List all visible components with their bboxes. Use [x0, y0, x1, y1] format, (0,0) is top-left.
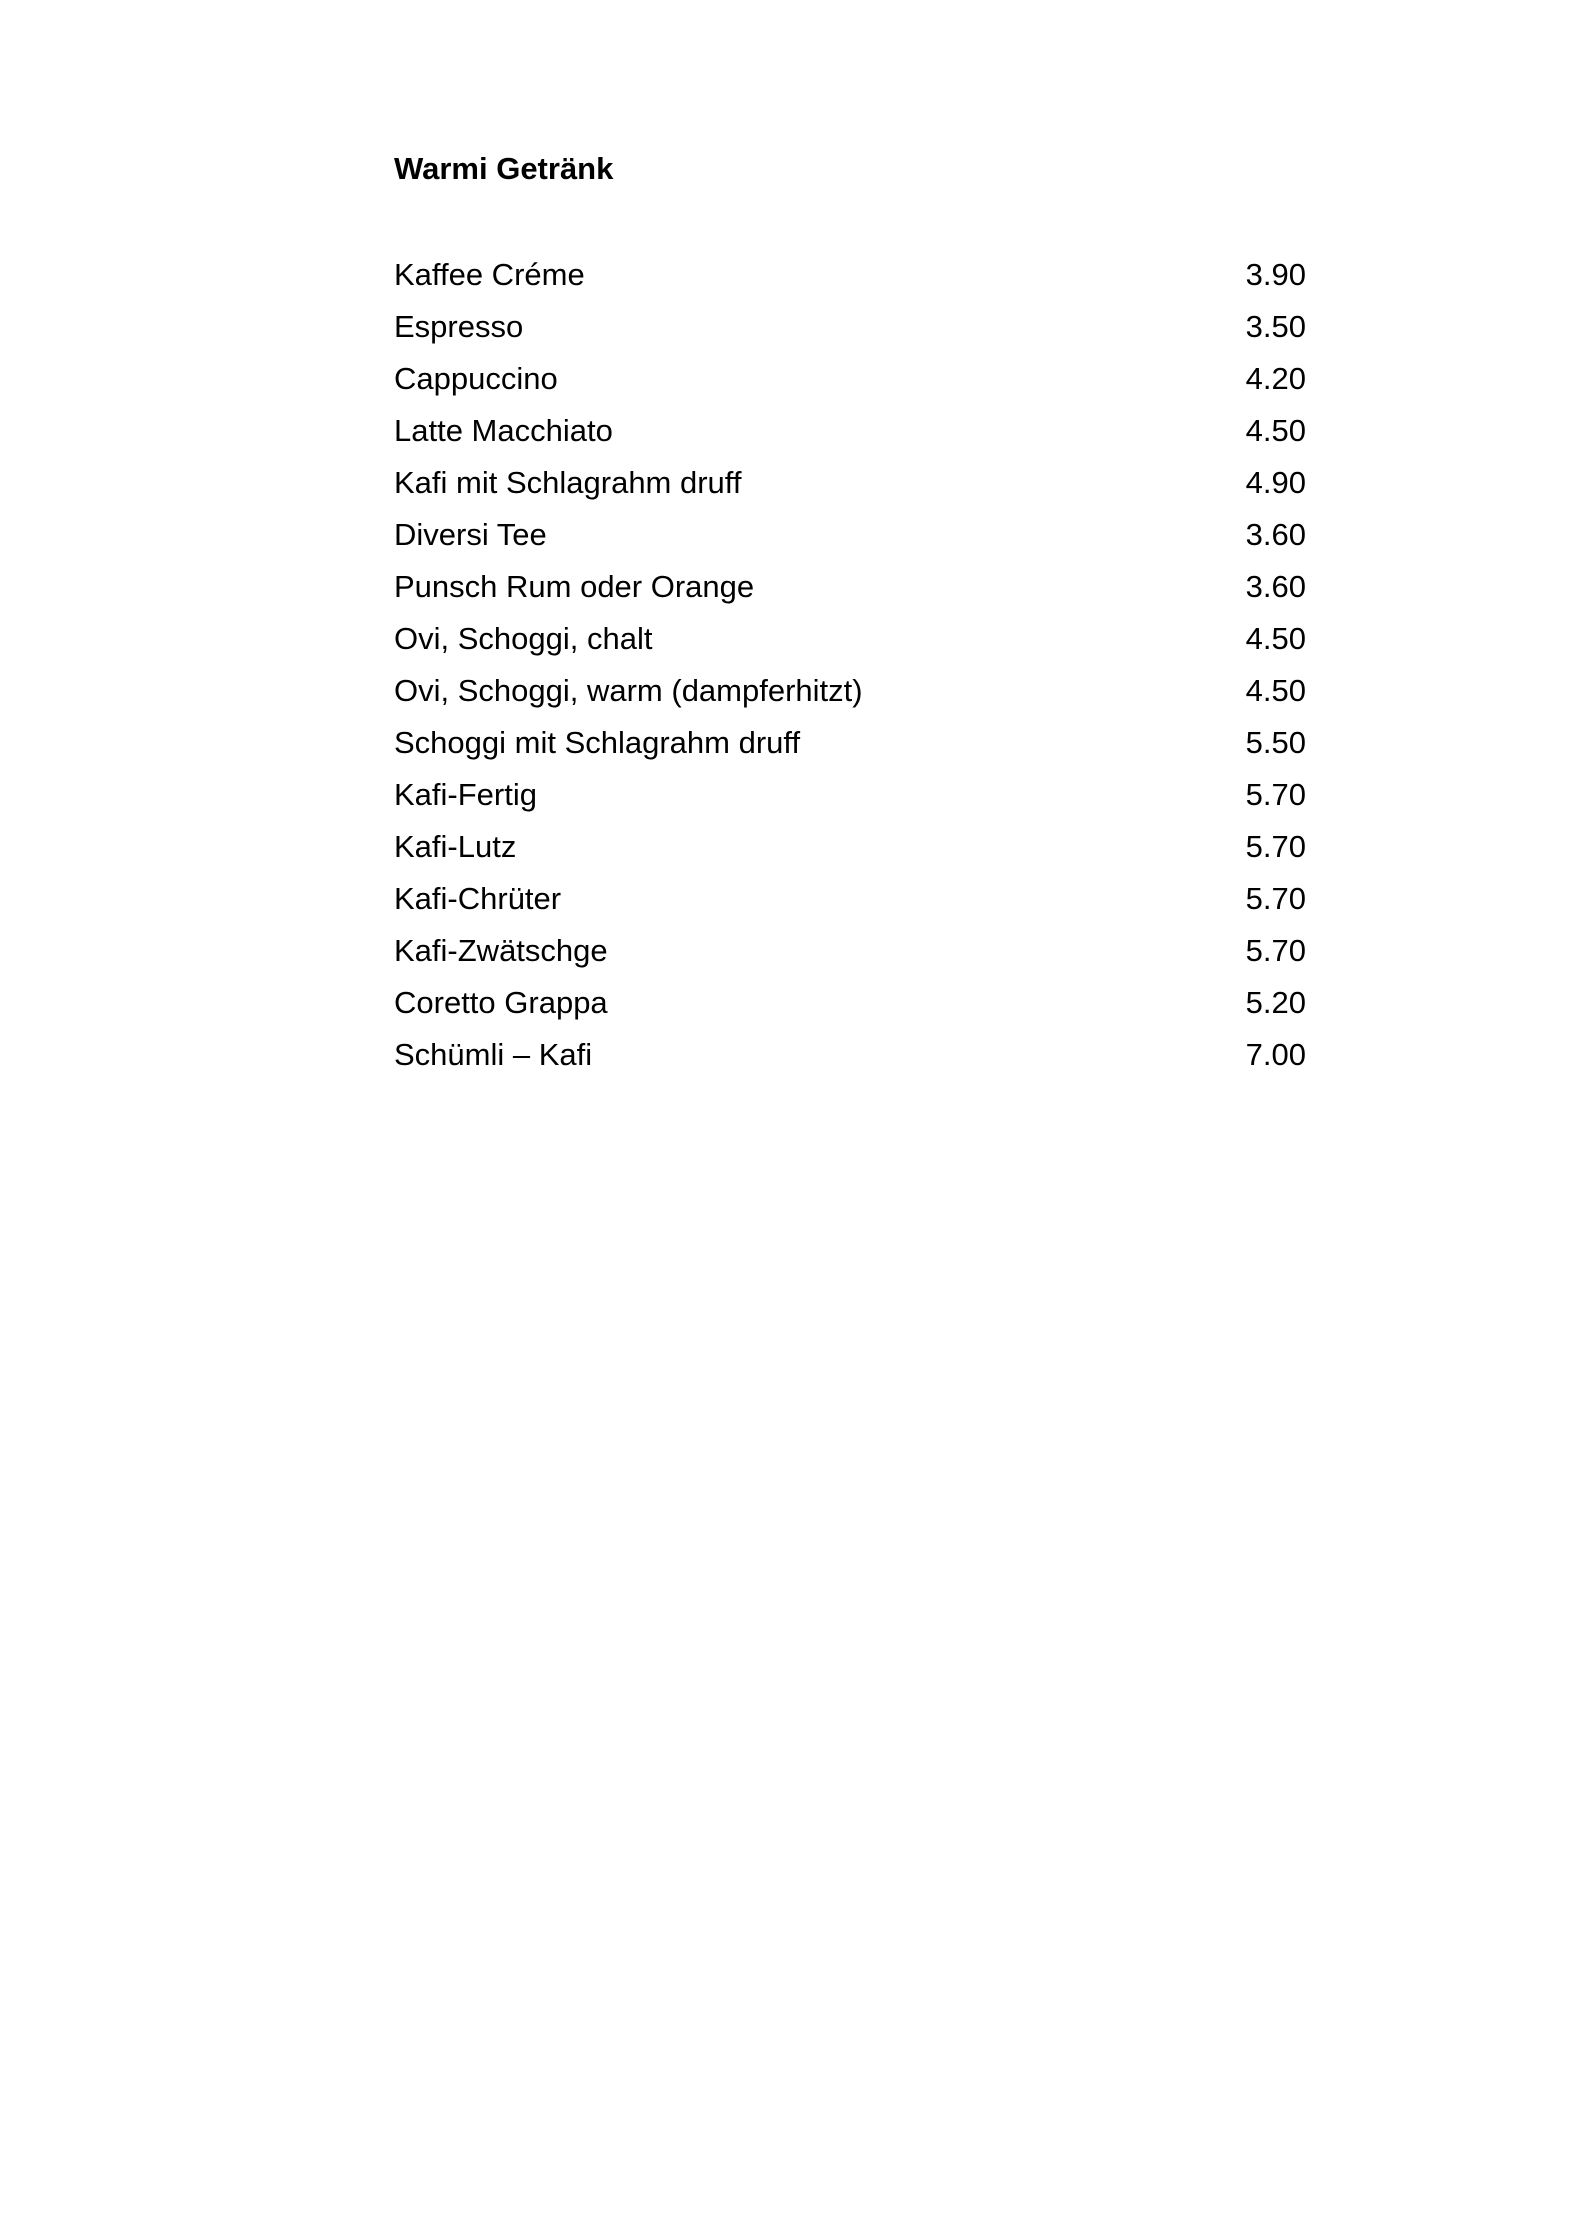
menu-item: [394, 717, 1306, 769]
menu-item: [394, 249, 1306, 301]
menu-item-list: [394, 249, 1306, 1081]
item-price: 5.50: [1245, 725, 1306, 760]
item-price: 4.50: [1245, 621, 1306, 656]
menu-title: Warmi Getränk: [394, 151, 614, 186]
item-name: Kaffee Créme: [394, 257, 585, 292]
item-price: 4.90: [1245, 465, 1306, 500]
item-price: 4.20: [1245, 361, 1306, 396]
menu-item: [394, 353, 1306, 405]
item-name: Cappuccino: [394, 361, 558, 396]
menu-item: [394, 1029, 1306, 1081]
item-name: Kafi mit Schlagrahm druff: [394, 465, 742, 500]
item-name: Schümli – Kafi: [394, 1037, 593, 1072]
item-price: 5.70: [1245, 829, 1306, 864]
menu-item: [394, 665, 1306, 717]
item-name: Kafi-Fertig: [394, 777, 537, 812]
menu-item: [394, 873, 1306, 925]
item-price: 4.50: [1245, 673, 1306, 708]
menu-item: [394, 821, 1306, 873]
item-name: Kafi-Chrüter: [394, 881, 562, 916]
item-name: Ovi, Schoggi, warm (dampferhitzt): [394, 673, 863, 708]
menu-item: [394, 769, 1306, 821]
item-name: Diversi Tee: [394, 517, 547, 552]
item-name: Kafi-Lutz: [394, 829, 517, 864]
item-price: 4.50: [1245, 413, 1306, 448]
item-name: Ovi, Schoggi, chalt: [394, 621, 653, 656]
menu-item: [394, 405, 1306, 457]
menu-item: [394, 977, 1306, 1029]
item-price: 5.70: [1245, 881, 1306, 916]
menu-item: [394, 613, 1306, 665]
item-name: Punsch Rum oder Orange: [394, 569, 755, 604]
menu-item: [394, 561, 1306, 613]
menu-item: [394, 457, 1306, 509]
item-name: Coretto Grappa: [394, 985, 608, 1020]
item-price: 3.90: [1245, 257, 1306, 292]
item-price: 5.70: [1245, 933, 1306, 968]
item-price: 3.50: [1245, 309, 1306, 344]
menu-item: [394, 301, 1306, 353]
item-price: 5.20: [1245, 985, 1306, 1020]
menu-item: [394, 509, 1306, 561]
drinks-menu: [394, 146, 1306, 1081]
item-price: 3.60: [1245, 569, 1306, 604]
item-name: Schoggi mit Schlagrahm druff: [394, 725, 801, 760]
item-price: 5.70: [1245, 777, 1306, 812]
item-price: 7.00: [1245, 1037, 1306, 1072]
item-name: Latte Macchiato: [394, 413, 613, 448]
menu-item: [394, 925, 1306, 977]
item-price: 3.60: [1245, 517, 1306, 552]
item-name: Kafi-Zwätschge: [394, 933, 608, 968]
item-name: Espresso: [394, 309, 524, 344]
